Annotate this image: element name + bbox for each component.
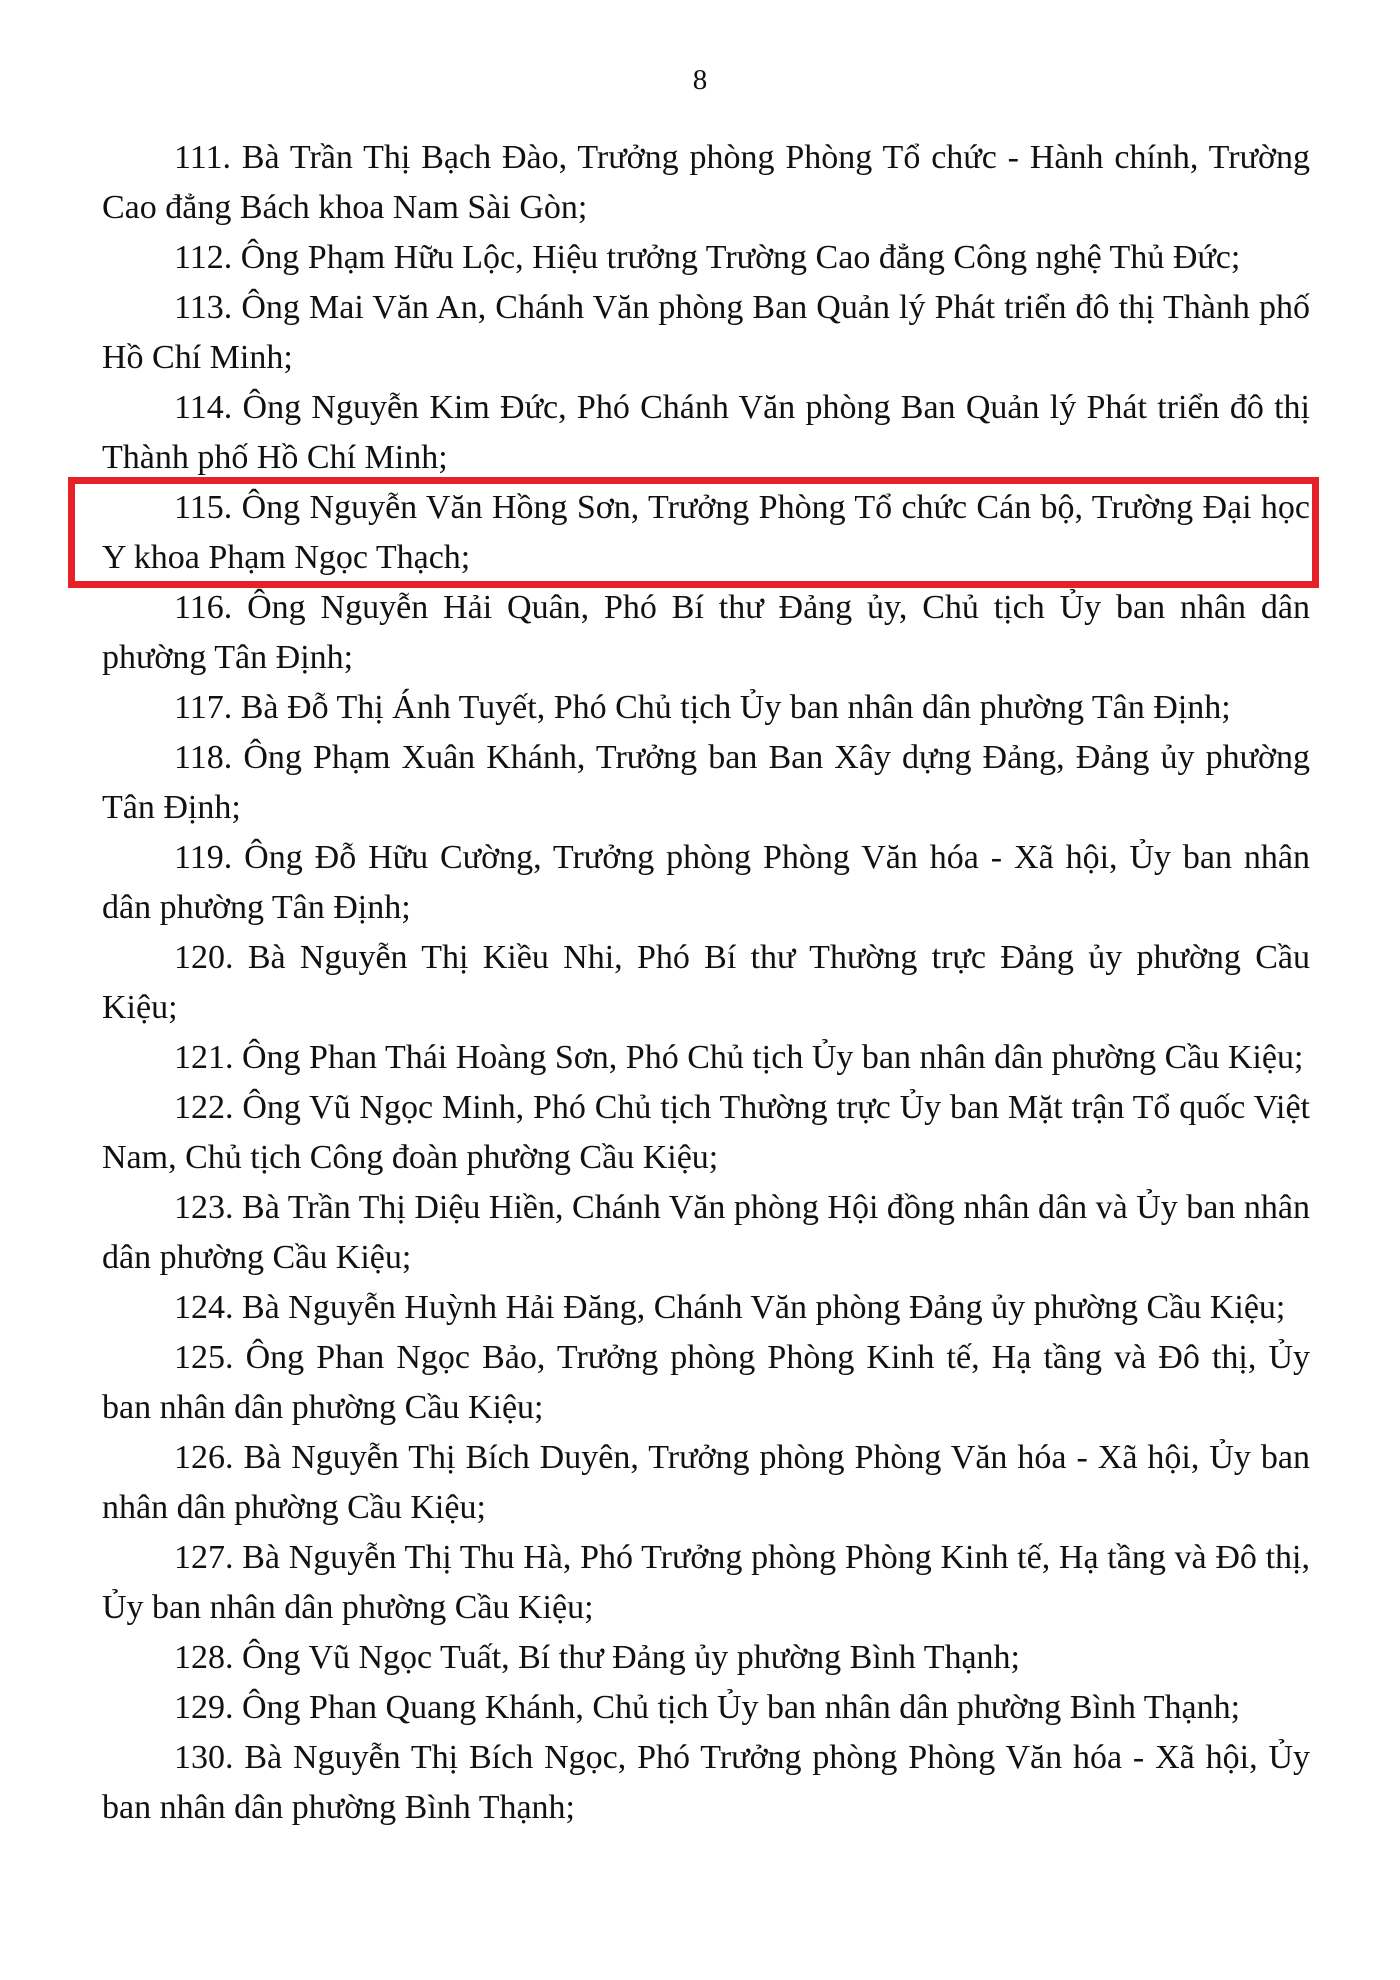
item-number: 124. bbox=[174, 1289, 234, 1326]
item-text: Ông Nguyễn Hải Quân, Phó Bí thư Đảng ủy, Chủ tịch Ủy ban nhân dân phường Tân Định; bbox=[102, 589, 1311, 676]
list-item bbox=[102, 833, 1310, 933]
item-number: 116. bbox=[174, 589, 233, 626]
item-number: 126. bbox=[174, 1439, 234, 1476]
list-item bbox=[102, 1533, 1310, 1633]
item-text: Ông Phan Thái Hoàng Sơn, Phó Chủ tịch Ủy ban nhân dân phường Cầu Kiệu; bbox=[242, 1039, 1304, 1076]
appointment-list bbox=[102, 133, 1310, 1833]
item-text: Ông Đỗ Hữu Cường, Trưởng phòng Phòng Văn hóa - Xã hội, Ủy ban nhân dân phường Tân Định; bbox=[102, 839, 1311, 926]
item-number: 120. bbox=[174, 939, 234, 976]
item-number: 121. bbox=[174, 1039, 234, 1076]
item-text: Bà Nguyễn Huỳnh Hải Đăng, Chánh Văn phòng Đảng ủy phường Cầu Kiệu; bbox=[242, 1289, 1286, 1326]
item-number: 123. bbox=[174, 1189, 234, 1226]
item-text: Ông Phan Quang Khánh, Chủ tịch Ủy ban nhân dân phường Bình Thạnh; bbox=[242, 1689, 1241, 1726]
item-number: 129. bbox=[174, 1689, 234, 1726]
list-item bbox=[102, 683, 1310, 733]
item-number: 115. bbox=[174, 489, 233, 526]
list-item bbox=[102, 283, 1310, 383]
item-number: 119. bbox=[174, 839, 233, 876]
item-text: Ông Phạm Hữu Lộc, Hiệu trưởng Trường Cao đẳng Công nghệ Thủ Đức; bbox=[240, 239, 1241, 276]
list-item bbox=[102, 233, 1310, 283]
list-item bbox=[102, 583, 1310, 683]
item-number: 127. bbox=[174, 1539, 234, 1576]
list-item bbox=[102, 1083, 1310, 1183]
item-number: 125. bbox=[174, 1339, 234, 1376]
list-item bbox=[102, 1283, 1310, 1333]
item-number: 122. bbox=[174, 1089, 234, 1126]
item-number: 114. bbox=[174, 389, 233, 426]
list-item bbox=[102, 1333, 1310, 1433]
item-number: 117. bbox=[174, 689, 233, 726]
item-number: 111. bbox=[174, 139, 231, 176]
item-number: 112. bbox=[174, 239, 233, 276]
item-number: 130. bbox=[174, 1739, 234, 1776]
list-item bbox=[102, 1033, 1310, 1083]
list-item bbox=[102, 733, 1310, 833]
item-text: Bà Trần Thị Diệu Hiền, Chánh Văn phòng Hội đồng nhân dân và Ủy ban nhân dân phường Cầu Kiệu; bbox=[102, 1189, 1311, 1276]
item-number: 118. bbox=[174, 739, 233, 776]
item-text: Ông Phan Ngọc Bảo, Trưởng phòng Phòng Kinh tế, Hạ tầng và Đô thị, Ủy ban nhân dân phường Cầu Kiệu; bbox=[102, 1339, 1311, 1426]
item-text: Bà Đỗ Thị Ánh Tuyết, Phó Chủ tịch Ủy ban nhân dân phường Tân Định; bbox=[240, 689, 1231, 726]
list-item bbox=[102, 1683, 1310, 1733]
list-item bbox=[102, 133, 1310, 233]
item-text: Bà Nguyễn Thị Thu Hà, Phó Trưởng phòng Phòng Kinh tế, Hạ tầng và Đô thị, Ủy ban nhân dân phường Cầu Kiệu; bbox=[102, 1539, 1311, 1626]
list-item bbox=[102, 383, 1310, 483]
item-text: Ông Nguyễn Kim Đức, Phó Chánh Văn phòng Ban Quản lý Phát triển đô thị Thành phố Hồ Chí Minh; bbox=[102, 389, 1311, 476]
item-number: 128. bbox=[174, 1639, 234, 1676]
page-number: 8 bbox=[692, 64, 708, 96]
item-text: Bà Trần Thị Bạch Đào, Trưởng phòng Phòng Tổ chức - Hành chính, Trường Cao đẳng Bách khoa Nam Sài Gòn; bbox=[102, 139, 1310, 226]
item-text: Ông Phạm Xuân Khánh, Trưởng ban Ban Xây dựng Đảng, Đảng ủy phường Tân Định; bbox=[102, 739, 1311, 826]
list-item bbox=[102, 1183, 1310, 1283]
item-text: Ông Mai Văn An, Chánh Văn phòng Ban Quản lý Phát triển đô thị Thành phố Hồ Chí Minh; bbox=[102, 289, 1311, 376]
item-text: Ông Vũ Ngọc Minh, Phó Chủ tịch Thường trực Ủy ban Mặt trận Tổ quốc Việt Nam, Chủ tịch Công đoàn phường Cầu Kiệu; bbox=[102, 1089, 1311, 1176]
item-text: Bà Nguyễn Thị Bích Ngọc, Phó Trưởng phòng Phòng Văn hóa - Xã hội, Ủy ban nhân dân phường Bình Thạnh; bbox=[102, 1739, 1311, 1826]
item-text: Bà Nguyễn Thị Kiều Nhi, Phó Bí thư Thường trực Đảng ủy phường Cầu Kiệu; bbox=[102, 939, 1310, 1026]
list-item bbox=[102, 1733, 1310, 1833]
item-text: Ông Nguyễn Văn Hồng Sơn, Trưởng Phòng Tổ chức Cán bộ, Trường Đại học Y khoa Phạm Ngọc Thạch; bbox=[102, 489, 1311, 576]
item-text: Ông Vũ Ngọc Tuất, Bí thư Đảng ủy phường Bình Thạnh; bbox=[242, 1639, 1020, 1676]
list-item bbox=[102, 1633, 1310, 1683]
item-text: Bà Nguyễn Thị Bích Duyên, Trưởng phòng Phòng Văn hóa - Xã hội, Ủy ban nhân dân phường Cầu Kiệu; bbox=[102, 1439, 1311, 1526]
item-number: 113. bbox=[174, 289, 233, 326]
list-item-highlighted bbox=[102, 483, 1310, 583]
list-item bbox=[102, 1433, 1310, 1533]
list-item bbox=[102, 933, 1310, 1033]
